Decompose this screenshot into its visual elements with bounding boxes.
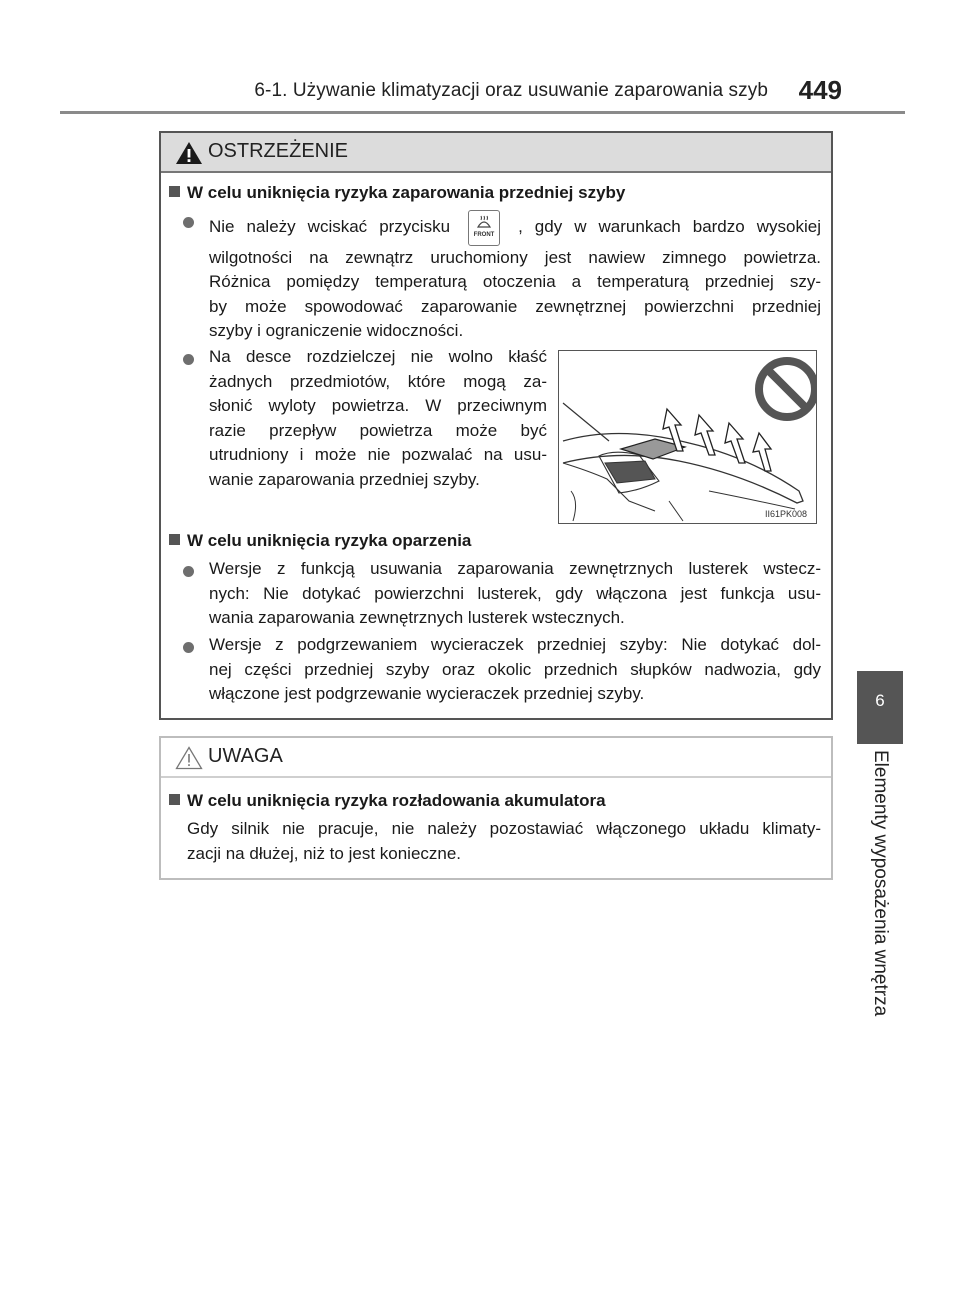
section-title-burn: W celu uniknięcia ryzyka oparzenia — [169, 531, 471, 551]
caution-box — [159, 736, 833, 880]
paragraph-front-button: Nie należy wciskać przycisku FRONT , gdy w warunkach bardzo wysokiej wilgotności na zewnątrz uruchomiony jest nawiew zimnego powietrza. Różnica pomiędzy temperaturą otoczenia a temperaturą przedniej szy- by może spowodować zaparowanie zewnętrznej powierzchni przedniej szyby i ograniczenie widoczności. — [209, 209, 821, 344]
paragraph-battery: Gdy silnik nie pracuje, nie należy pozostawiać włączonego układu klimaty- zacji na dłużej, niż to jest konieczne. — [187, 819, 821, 863]
section-square-icon — [169, 534, 180, 545]
chapter-number: 6 — [875, 691, 885, 710]
page-number: 449 — [798, 75, 842, 105]
paragraph-mirrors: Wersje z funkcją usuwania zaparowania zewnętrznych lusterek wstecz- nych: Nie dotykać powierzchni lusterek, gdy włączona jest funkcja usu- wania zaparowania zewnętrznych lusterek wstecznych. — [209, 559, 821, 627]
svg-text:FRONT: FRONT — [473, 231, 495, 238]
bullet-icon — [183, 217, 194, 228]
bullet-icon — [183, 642, 194, 653]
warning-box — [159, 131, 833, 720]
section-title-fogging: W celu uniknięcia ryzyka zaparowania przedniej szyby — [169, 183, 625, 203]
front-defroster-button-icon — [468, 210, 500, 246]
header-rule — [60, 111, 905, 114]
bullet-icon — [183, 354, 194, 365]
warning-triangle-icon — [175, 141, 203, 165]
dashboard-vents-illustration — [558, 350, 817, 524]
header-title: 6-1. Używanie klimatyzacji oraz usuwanie zaparowania szyb — [254, 80, 768, 101]
section-square-icon — [169, 794, 180, 805]
paragraph-dashboard: Na desce rozdzielczej nie wolno kłaść żadnych przedmiotów, które mogą za- słonić wyloty powietrza. W przeciwnym razie przepływ powietrza może być utrudniony i może nie pozwalać na usu- wanie zaparowania przedniej szyby. — [209, 347, 547, 489]
caution-header — [161, 738, 831, 778]
bullet-icon — [183, 566, 194, 577]
caution-triangle-icon — [175, 746, 203, 770]
paragraph-wipers: Wersje z podgrzewaniem wycieraczek przedniej szyby: Nie dotykać dol- nej części przedniej szyby oraz okolic przednich słupków nadwozia, gdy włączone jest podgrzewanie wycieraczek przedniej szyby. — [209, 635, 821, 703]
warning-header — [161, 133, 831, 173]
page-header — [60, 0, 900, 115]
section-title-battery: W celu uniknięcia ryzyka rozładowania akumulatora — [169, 791, 606, 811]
chapter-label: Elementy wyposażenia wnętrza — [870, 750, 891, 1017]
illustration-code: II61PK008 — [764, 509, 807, 519]
caution-label: UWAGA — [208, 745, 283, 767]
section-square-icon — [169, 186, 180, 197]
chapter-tab — [857, 671, 903, 744]
warning-label: OSTRZEŻENIE — [208, 140, 349, 162]
